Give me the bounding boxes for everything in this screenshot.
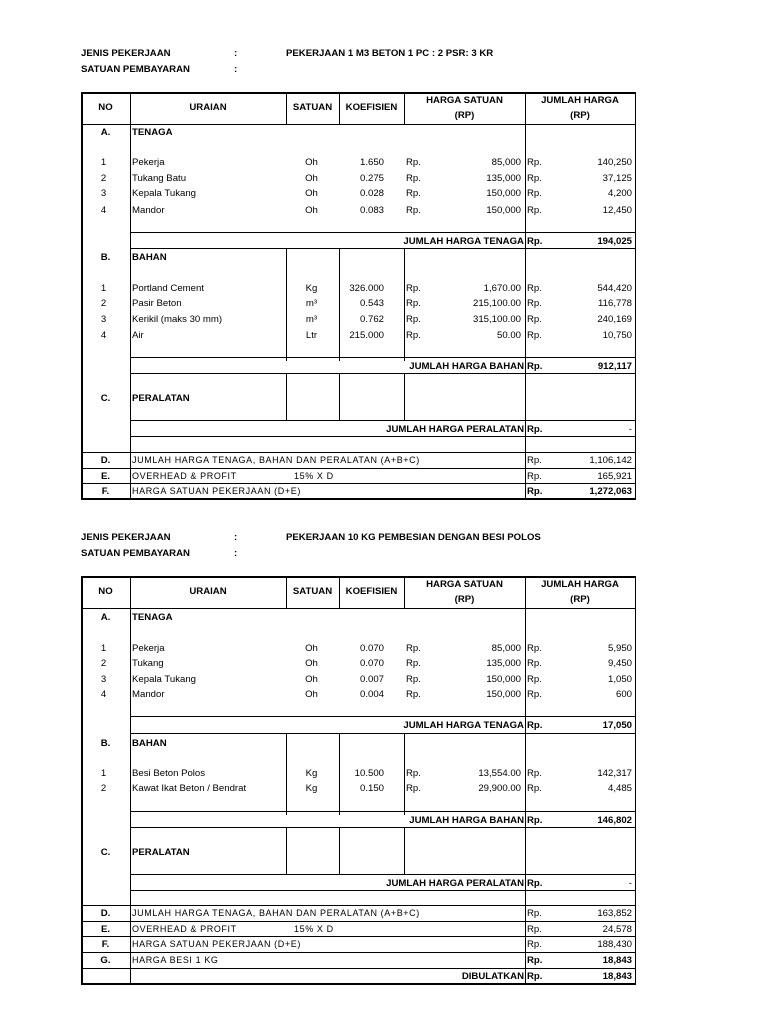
rule-line xyxy=(81,952,635,953)
rp-label: Rp. xyxy=(406,298,421,309)
item-koefisien: 0.070 xyxy=(359,658,384,669)
rp-label: Rp. xyxy=(527,674,542,685)
section-b-title: BAHAN xyxy=(132,252,167,263)
item-no: 4 xyxy=(100,689,107,700)
table-border-left xyxy=(81,92,83,500)
total-tenaga-value: 17,050 xyxy=(602,720,632,731)
total-tenaga-label: JUMLAH HARGA TENAGA xyxy=(403,720,524,731)
item-jumlah-harga: 37,125 xyxy=(602,173,632,184)
rp-label: Rp. xyxy=(406,330,421,341)
rule-line xyxy=(130,733,635,734)
item-unit: Oh xyxy=(305,205,318,216)
item-jumlah-harga: 12,450 xyxy=(602,205,632,216)
column-line xyxy=(130,92,131,498)
item-unit: Oh xyxy=(305,658,318,669)
item-name: Kepala Tukang xyxy=(132,188,197,199)
jenis-pekerjaan-value: PEKERJAAN 10 KG PEMBESIAN DENGAN BESI POLOS xyxy=(286,532,541,543)
item-unit: Oh xyxy=(305,689,318,700)
item-harga-satuan: 85,000 xyxy=(491,643,521,654)
item-koefisien: 0.083 xyxy=(359,205,384,216)
item-koefisien: 1.650 xyxy=(359,157,384,168)
total-tenaga-value: 194,025 xyxy=(597,236,632,247)
col-header-harga-rp: (RP) xyxy=(454,110,475,121)
item-unit: Kg xyxy=(305,768,318,779)
rule-line xyxy=(130,890,635,891)
rp-label: Rp. xyxy=(406,173,421,184)
rule-line xyxy=(130,716,635,717)
item-name: Portland Cement xyxy=(132,283,204,294)
item-harga-satuan: 150,000 xyxy=(486,689,521,700)
jenis-pekerjaan-label: JENIS PEKERJAAN xyxy=(81,48,171,59)
column-line xyxy=(339,373,340,420)
item-harga-satuan: 135,000 xyxy=(486,173,521,184)
summary-f-no: F. xyxy=(101,939,110,950)
rp-label: Rp. xyxy=(527,361,543,372)
col-header-harga-satuan: HARGA SATUAN xyxy=(426,579,503,590)
item-name: Kawat Ikat Beton / Bendrat xyxy=(132,783,247,794)
section-a-title: TENAGA xyxy=(132,127,173,138)
rule-line xyxy=(130,373,635,374)
summary-f-no: F. xyxy=(101,486,110,497)
item-jumlah-harga: 5,950 xyxy=(607,643,632,654)
rp-label: Rp. xyxy=(527,924,542,935)
total-peralatan-label: JUMLAH HARGA PERALATAN xyxy=(386,878,524,889)
summary-g-no: G. xyxy=(100,955,111,966)
summary-f-label: HARGA SATUAN PEKERJAAN (D+E) xyxy=(132,486,301,496)
item-no: 1 xyxy=(100,157,107,168)
item-no: 2 xyxy=(100,173,107,184)
rp-label: Rp. xyxy=(527,955,543,966)
table-border-bottom xyxy=(81,498,636,500)
item-koefisien: 0.543 xyxy=(359,298,384,309)
table-border-right xyxy=(635,576,636,985)
rule-line xyxy=(81,968,635,969)
rp-label: Rp. xyxy=(527,658,542,669)
item-jumlah-harga: 10,750 xyxy=(602,330,632,341)
satuan-pembayaran-label: SATUAN PEMBAYARAN xyxy=(81,548,190,559)
rule-line xyxy=(81,483,635,484)
rp-label: Rp. xyxy=(527,298,542,309)
rp-label: Rp. xyxy=(406,658,421,669)
summary-d-value: 163,852 xyxy=(597,908,632,919)
col-header-harga-satuan: HARGA SATUAN xyxy=(426,95,503,106)
summary-e-percent: 15% X D xyxy=(294,924,334,934)
summary-g-label: HARGA BESI 1 KG xyxy=(132,955,219,965)
item-unit: Ltr xyxy=(305,330,318,341)
item-unit: Kg xyxy=(305,283,318,294)
col-header-uraian: URAIAN xyxy=(189,102,227,113)
section-a-no: A. xyxy=(100,612,111,623)
rp-label: Rp. xyxy=(527,878,543,889)
summary-rule xyxy=(81,905,635,906)
summary-e-value: 24,578 xyxy=(602,924,632,935)
rule-line xyxy=(130,420,635,421)
item-unit: Oh xyxy=(305,188,318,199)
table-border-bottom xyxy=(81,983,636,985)
rp-label: Rp. xyxy=(527,720,543,731)
summary-f-label: HARGA SATUAN PEKERJAAN (D+E) xyxy=(132,939,301,949)
item-harga-satuan: 29,900.00 xyxy=(478,783,521,794)
item-no: 1 xyxy=(100,283,107,294)
item-jumlah-harga: 142,317 xyxy=(597,768,632,779)
column-line xyxy=(339,827,340,874)
item-jumlah-harga: 116,778 xyxy=(598,298,632,309)
colon: : xyxy=(234,64,238,75)
summary-f-value: 1,272,063 xyxy=(589,486,632,497)
rp-label: Rp. xyxy=(406,674,421,685)
jenis-pekerjaan-label: JENIS PEKERJAAN xyxy=(81,532,171,543)
total-bahan-value: 912,117 xyxy=(597,361,632,372)
col-header-koefisien: KOEFISIEN xyxy=(345,102,398,113)
summary-d-no: D. xyxy=(100,908,111,919)
item-harga-satuan: 150,000 xyxy=(486,205,521,216)
rp-label: Rp. xyxy=(527,939,542,950)
item-jumlah-harga: 140,250 xyxy=(597,157,632,168)
item-jumlah-harga: 600 xyxy=(615,689,632,700)
rp-label: Rp. xyxy=(527,188,542,199)
column-line xyxy=(404,373,405,420)
item-harga-satuan: 150,000 xyxy=(486,674,521,685)
col-header-jumlah-harga: JUMLAH HARGA xyxy=(541,579,619,590)
item-koefisien: 0.070 xyxy=(359,643,384,654)
rp-label: Rp. xyxy=(527,783,542,794)
summary-e-percent: 15% X D xyxy=(294,471,334,481)
dibulatkan-label: DIBULATKAN xyxy=(461,971,524,982)
item-no: 1 xyxy=(100,643,107,654)
rp-label: Rp. xyxy=(406,157,421,168)
rule-line xyxy=(130,811,635,812)
item-name: Air xyxy=(132,330,144,341)
section-b-title: BAHAN xyxy=(132,738,167,749)
summary-d-label: JUMLAH HARGA TENAGA, BAHAN DAN PERALATAN (A+B+C) xyxy=(132,908,420,918)
rule-line xyxy=(130,232,635,233)
section-b-no: B. xyxy=(100,738,111,749)
total-peralatan-value: - xyxy=(628,424,632,435)
summary-f-value: 188,430 xyxy=(597,939,632,950)
item-no: 4 xyxy=(100,330,107,341)
total-bahan-label: JUMLAH HARGA BAHAN xyxy=(409,361,524,372)
item-no: 4 xyxy=(100,205,107,216)
item-name: Tukang xyxy=(132,658,164,669)
rule-line xyxy=(81,468,635,469)
rp-label: Rp. xyxy=(406,283,421,294)
item-unit: Oh xyxy=(305,643,318,654)
rp-label: Rp. xyxy=(527,157,542,168)
item-name: Besi Beton Polos xyxy=(132,768,206,779)
section-c-no: C. xyxy=(100,847,111,858)
item-jumlah-harga: 240,169 xyxy=(597,314,632,325)
header-rule xyxy=(81,608,635,609)
item-name: Kepala Tukang xyxy=(132,674,197,685)
item-jumlah-harga: 544,420 xyxy=(597,283,632,294)
item-no: 1 xyxy=(100,768,107,779)
rp-label: Rp. xyxy=(527,486,543,497)
total-peralatan-label: JUMLAH HARGA PERALATAN xyxy=(386,424,524,435)
table-border-top xyxy=(81,92,636,94)
item-name: Pasir Beton xyxy=(132,298,182,309)
col-header-harga-rp: (RP) xyxy=(454,594,475,605)
item-name: Kerikil (maks 30 mm) xyxy=(132,314,223,325)
summary-e-value: 165,921 xyxy=(597,471,632,482)
item-koefisien: 0.028 xyxy=(359,188,384,199)
rule-line xyxy=(130,436,635,437)
jenis-pekerjaan-value: PEKERJAAN 1 M3 BETON 1 PC : 2 PSR: 3 KR xyxy=(286,48,494,59)
col-header-koefisien: KOEFISIEN xyxy=(345,586,398,597)
col-header-satuan: SATUAN xyxy=(292,102,333,113)
rp-label: Rp. xyxy=(406,643,421,654)
rp-label: Rp. xyxy=(527,689,542,700)
table-border-right xyxy=(635,92,636,500)
total-peralatan-value: - xyxy=(628,878,632,889)
item-jumlah-harga: 9,450 xyxy=(607,658,632,669)
colon: : xyxy=(234,48,238,59)
rule-line xyxy=(81,936,635,937)
col-header-no: NO xyxy=(98,586,113,597)
item-unit: Oh xyxy=(305,173,318,184)
item-unit: Oh xyxy=(305,157,318,168)
rp-label: Rp. xyxy=(527,236,543,247)
col-header-jumlah-rp: (RP) xyxy=(570,110,590,121)
rp-label: Rp. xyxy=(527,330,542,341)
rp-label: Rp. xyxy=(527,643,542,654)
item-koefisien: 326.000 xyxy=(349,283,384,294)
colon: : xyxy=(234,532,238,543)
dibulatkan-value: 18,843 xyxy=(602,971,632,982)
rp-label: Rp. xyxy=(406,314,421,325)
item-unit: Kg xyxy=(305,783,318,794)
column-line xyxy=(525,92,526,498)
satuan-pembayaran-label: SATUAN PEMBAYARAN xyxy=(81,64,190,75)
item-koefisien: 215.000 xyxy=(349,330,384,341)
rule-line xyxy=(81,921,635,922)
item-koefisien: 0.762 xyxy=(359,314,384,325)
column-line xyxy=(286,827,287,874)
section-a-title: TENAGA xyxy=(132,612,173,623)
col-header-satuan: SATUAN xyxy=(292,586,333,597)
item-no: 2 xyxy=(100,298,107,309)
rp-label: Rp. xyxy=(527,971,543,982)
item-jumlah-harga: 1,050 xyxy=(607,674,632,685)
item-unit: m³ xyxy=(305,314,318,325)
item-unit: Oh xyxy=(305,674,318,685)
summary-e-no: E. xyxy=(100,471,111,482)
rp-label: Rp. xyxy=(406,783,421,794)
item-no: 3 xyxy=(100,188,107,199)
item-harga-satuan: 85,000 xyxy=(491,157,521,168)
total-bahan-value: 146,802 xyxy=(597,815,632,826)
summary-rule xyxy=(81,452,635,453)
item-harga-satuan: 150,000 xyxy=(486,188,521,199)
rp-label: Rp. xyxy=(406,768,421,779)
column-line xyxy=(286,373,287,420)
section-c-title: PERALATAN xyxy=(132,847,190,858)
colon: : xyxy=(234,548,238,559)
rp-label: Rp. xyxy=(527,205,542,216)
rule-line xyxy=(130,827,635,828)
item-harga-satuan: 13,554.00 xyxy=(478,768,521,779)
item-koefisien: 0.004 xyxy=(359,689,384,700)
rp-label: Rp. xyxy=(527,768,542,779)
rp-label: Rp. xyxy=(527,908,542,919)
header-rule xyxy=(81,124,635,125)
item-harga-satuan: 50.00 xyxy=(496,330,521,341)
col-header-jumlah-harga: JUMLAH HARGA xyxy=(541,95,619,106)
rule-line xyxy=(130,874,635,875)
rp-label: Rp. xyxy=(406,689,421,700)
item-name: Mandor xyxy=(132,689,165,700)
rp-label: Rp. xyxy=(527,173,542,184)
summary-d-label: JUMLAH HARGA TENAGA, BAHAN DAN PERALATAN (A+B+C) xyxy=(132,455,420,465)
item-no: 3 xyxy=(100,674,107,685)
item-harga-satuan: 215,100.00 xyxy=(472,298,521,309)
summary-d-no: D. xyxy=(100,455,111,466)
column-line xyxy=(404,827,405,874)
section-c-title: PERALATAN xyxy=(132,393,190,404)
item-name: Mandor xyxy=(132,205,165,216)
rp-label: Rp. xyxy=(527,314,542,325)
summary-g-value: 18,843 xyxy=(602,955,632,966)
section-c-no: C. xyxy=(100,393,111,404)
rp-label: Rp. xyxy=(527,283,542,294)
rule-line xyxy=(130,248,635,249)
summary-e-label: OVERHEAD & PROFIT xyxy=(132,924,237,934)
total-tenaga-label: JUMLAH HARGA TENAGA xyxy=(403,236,524,247)
item-name: Pekerja xyxy=(132,157,165,168)
item-unit: m³ xyxy=(305,298,318,309)
rp-label: Rp. xyxy=(527,424,543,435)
item-koefisien: 10.500 xyxy=(354,768,384,779)
item-koefisien: 0.275 xyxy=(359,173,384,184)
item-no: 2 xyxy=(100,783,107,794)
col-header-jumlah-rp: (RP) xyxy=(570,594,590,605)
item-harga-satuan: 1,670.00 xyxy=(483,283,521,294)
rp-label: Rp. xyxy=(406,205,421,216)
rp-label: Rp. xyxy=(527,471,542,482)
summary-e-label: OVERHEAD & PROFIT xyxy=(132,471,237,481)
item-koefisien: 0.007 xyxy=(359,674,384,685)
item-no: 3 xyxy=(100,314,107,325)
rp-label: Rp. xyxy=(527,815,543,826)
section-b-no: B. xyxy=(100,252,111,263)
item-no: 2 xyxy=(100,658,107,669)
item-name: Pekerja xyxy=(132,643,165,654)
item-name: Tukang Batu xyxy=(132,173,187,184)
col-header-no: NO xyxy=(98,102,113,113)
item-koefisien: 0.150 xyxy=(359,783,384,794)
summary-e-no: E. xyxy=(100,924,111,935)
table-border-top xyxy=(81,576,636,578)
item-jumlah-harga: 4,200 xyxy=(607,188,632,199)
col-header-uraian: URAIAN xyxy=(189,586,227,597)
rp-label: Rp. xyxy=(406,188,421,199)
summary-d-value: 1,106,142 xyxy=(589,455,632,466)
rule-line xyxy=(130,357,635,358)
item-jumlah-harga: 4,485 xyxy=(607,783,632,794)
item-harga-satuan: 135,000 xyxy=(486,658,521,669)
item-harga-satuan: 315,100.00 xyxy=(472,314,521,325)
section-a-no: A. xyxy=(100,127,111,138)
rp-label: Rp. xyxy=(527,455,542,466)
total-bahan-label: JUMLAH HARGA BAHAN xyxy=(409,815,524,826)
